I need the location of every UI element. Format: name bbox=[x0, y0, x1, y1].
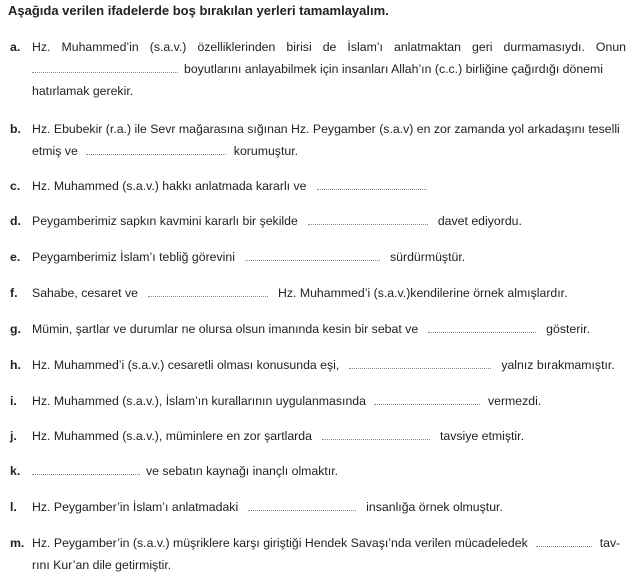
item-m-after: tav- bbox=[599, 536, 621, 550]
item-label: h. bbox=[10, 358, 21, 372]
item-label: k. bbox=[10, 464, 21, 478]
item-g-after: gösterir. bbox=[546, 322, 590, 336]
item-k-after: ve sebatın kaynağı inançlı olmaktır. bbox=[146, 464, 339, 478]
item-label: b. bbox=[10, 122, 21, 136]
item-b-line2 bbox=[32, 140, 298, 162]
item-c-line bbox=[32, 175, 429, 197]
item-label: i. bbox=[10, 394, 17, 408]
item-h-before: Hz. Muhammed’i (s.a.v.) cesaretli olması konusunda eşi, bbox=[32, 358, 340, 372]
item-m-line2: rını Kur’an dile getirmiştir. bbox=[32, 558, 172, 572]
item-j-after: tavsiye etmiştir. bbox=[439, 429, 525, 443]
item-a-line2 bbox=[32, 58, 603, 80]
answer-blank[interactable] bbox=[322, 425, 430, 440]
answer-blank[interactable] bbox=[248, 496, 356, 511]
item-l-line bbox=[32, 496, 503, 518]
item-label: a. bbox=[10, 40, 21, 54]
item-label: d. bbox=[10, 214, 21, 228]
item-h-after: yalnız bırakmamıştır. bbox=[501, 358, 615, 372]
item-f-before: Sahabe, cesaret ve bbox=[32, 286, 138, 300]
item-f-line bbox=[32, 282, 568, 304]
item-b-before: etmiş ve bbox=[32, 144, 78, 158]
answer-blank[interactable] bbox=[317, 175, 427, 190]
item-label: g. bbox=[10, 322, 21, 336]
item-m bbox=[10, 532, 626, 576]
item-e-after: sürdürmüştür. bbox=[389, 250, 466, 264]
item-d-after: davet ediyordu. bbox=[437, 214, 522, 228]
item-label: f. bbox=[10, 286, 18, 300]
answer-blank[interactable] bbox=[32, 460, 140, 475]
answer-blank[interactable] bbox=[86, 140, 226, 155]
item-h-line bbox=[32, 354, 615, 376]
item-e-before: Peygamberimiz İslam’ı tebliğ görevini bbox=[32, 250, 235, 264]
item-label: m. bbox=[10, 536, 25, 550]
item-m-line1 bbox=[32, 532, 620, 554]
item-a bbox=[10, 36, 626, 102]
item-label: j. bbox=[10, 429, 17, 443]
item-g-line bbox=[32, 318, 590, 340]
answer-blank[interactable] bbox=[374, 390, 480, 405]
item-label: c. bbox=[10, 179, 21, 193]
worksheet-title: Aşağıda verilen ifadelerde boş bırakılan yerleri tamamlayalım. bbox=[8, 3, 389, 18]
answer-blank[interactable] bbox=[308, 210, 428, 225]
item-a-line1: Hz. Muhammed’in (s.a.v.) özelliklerinden birisi de İslam’ı anlatmaktan geri durmamasıydı. Onun bbox=[32, 40, 626, 54]
item-b-after: korumuştur. bbox=[233, 144, 299, 158]
item-l-after: insanlığa örnek olmuştur. bbox=[366, 500, 503, 514]
item-label: l. bbox=[10, 500, 17, 514]
item-b-line1: Hz. Ebubekir (r.a.) ile Sevr mağarasına sığınan Hz. Peygamber (s.a.v) en zor zamanda yol arkadaşını teselli bbox=[32, 122, 620, 136]
item-i-before: Hz. Muhammed (s.a.v.), İslam’ın kurallarının uygulanmasında bbox=[32, 394, 366, 408]
answer-blank[interactable] bbox=[349, 354, 491, 369]
item-j-line bbox=[32, 425, 524, 447]
answer-blank[interactable] bbox=[32, 58, 178, 73]
answer-blank[interactable] bbox=[536, 532, 592, 547]
item-l-before: Hz. Peygamber’in İslam’ı anlatmadaki bbox=[32, 500, 239, 514]
item-c-before: Hz. Muhammed (s.a.v.) hakkı anlatmada kararlı ve bbox=[32, 179, 307, 193]
item-f-after: Hz. Muhammed’i (s.a.v.)kendilerine örnek almışlardır. bbox=[277, 286, 568, 300]
item-i-after: vermezdi. bbox=[487, 394, 542, 408]
item-j-before: Hz. Muhammed (s.a.v.), müminlere en zor şartlarda bbox=[32, 429, 312, 443]
answer-blank[interactable] bbox=[428, 318, 536, 333]
item-b bbox=[10, 118, 626, 162]
item-e-line bbox=[32, 246, 465, 268]
item-label: e. bbox=[10, 250, 21, 264]
item-g-before: Mümin, şartlar ve durumlar ne olursa olsun imanında kesin bir sebat ve bbox=[32, 322, 419, 336]
answer-blank[interactable] bbox=[245, 246, 380, 261]
item-d-line bbox=[32, 210, 522, 232]
item-d-before: Peygamberimiz sapkın kavmini kararlı bir şekilde bbox=[32, 214, 298, 228]
item-a-line3: hatırlamak gerekir. bbox=[32, 84, 134, 98]
item-a-line2-text: boyutlarını anlayabilmek için insanları Allah’ın (c.c.) birliğine çağırdığı dönemi bbox=[184, 62, 603, 76]
answer-blank[interactable] bbox=[148, 282, 268, 297]
item-i-line bbox=[32, 390, 541, 412]
item-k-line bbox=[32, 460, 338, 482]
item-m-before: Hz. Peygamber’in (s.a.v.) müşriklere karşı giriştiği Hendek Savaşı’nda verilen mücadeledek bbox=[32, 536, 528, 550]
